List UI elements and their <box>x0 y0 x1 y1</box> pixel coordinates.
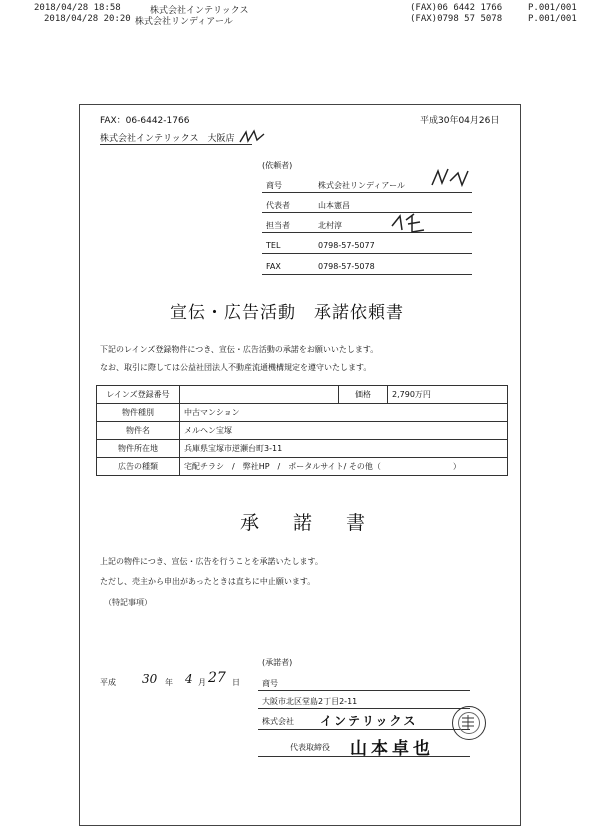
fax-header-sender-1: 株式会社インテリックス <box>150 6 249 16</box>
acceptor-address: 大阪市北区堂島2丁目2-11 <box>262 697 358 706</box>
requester-key-tel: TEL <box>266 241 281 250</box>
acceptor-line-3 <box>258 729 470 730</box>
table-row <box>97 458 508 476</box>
requester-key-trade-name: 商号 <box>266 181 282 190</box>
property-address-value: 兵庫県宝塚市逆瀬台町3-11 <box>180 440 508 458</box>
consent-line-1: 上記の物件につき、宣伝・広告を行うことを承諾いたします。 <box>100 557 323 566</box>
property-name-label: 物件名 <box>97 422 180 440</box>
recipient-fax: FAX：06-6442-1766 <box>100 116 190 126</box>
intro-line-1: 下記のレインズ登録物件につき、宣伝・広告活動の承諾をお願いいたします。 <box>100 345 379 354</box>
fax-header-page-1: P.001/001 <box>528 3 577 13</box>
sign-day: 27 <box>208 670 226 686</box>
requester-handwritten-mark <box>428 165 472 193</box>
special-notes-label: （特記事項） <box>104 598 152 607</box>
fax-header-datetime-1: 2018/04/28 18:58 <box>34 3 121 13</box>
sign-day-unit: 日 <box>232 678 240 687</box>
fax-header-page-2: P.001/001 <box>528 14 577 24</box>
requester-line-2 <box>262 212 472 213</box>
acceptor-trade-name-label: 商号 <box>262 679 278 688</box>
fax-header-datetime-2: 2018/04/28 20:20 <box>44 14 131 24</box>
acceptor-rep-name: 山本卓也 <box>350 739 434 759</box>
requester-tel: 0798-57-5077 <box>318 241 375 250</box>
ad-type-value: 宅配チラシ / 弊社HP / ポータルサイト/ その他（ ） <box>180 458 508 476</box>
fax-header-sender-2: 株式会社リンディアール <box>135 17 233 27</box>
reins-number-label: レインズ登録番号 <box>97 386 180 404</box>
property-name-value: メルヘン宝塚 <box>180 422 508 440</box>
fax-header-fax-1: (FAX)06 6442 1766 <box>410 3 503 13</box>
table-row <box>97 440 508 458</box>
recipient-company: 株式会社インテリックス 大阪店 <box>100 131 252 145</box>
ad-type-label: 広告の種類 <box>97 458 180 476</box>
price-value: 2,790万円 <box>388 386 508 404</box>
requester-key-contact: 担当者 <box>266 221 290 230</box>
requester-key-representative: 代表者 <box>266 201 290 210</box>
reins-number-value <box>180 386 339 404</box>
property-table <box>96 385 508 476</box>
sign-era: 平成 <box>100 678 116 687</box>
acceptor-line-1 <box>258 690 470 691</box>
property-type-label: 物件種別 <box>97 404 180 422</box>
acceptor-company-name: インテリックス <box>320 714 418 728</box>
document-title: 宣伝・広告活動 承諾依頼書 <box>170 303 404 323</box>
intro-line-2: なお、取引に際しては公益社団法人不動産流通機構規定を遵守いたします。 <box>100 363 372 372</box>
property-address-label: 物件所在地 <box>97 440 180 458</box>
company-seal-mark <box>452 706 484 738</box>
document-date: 平成30年04月26日 <box>420 116 500 126</box>
acceptor-rep-title: 代表取締役 <box>290 743 330 752</box>
property-type-value: 中古マンション <box>180 404 508 422</box>
requester-trade-name: 株式会社リンディアール <box>318 181 405 190</box>
acceptor-line-4 <box>258 756 470 757</box>
sign-month: 4 <box>185 672 193 686</box>
requester-label: (依頼者) <box>262 161 293 170</box>
recipient-initial-mark <box>238 128 268 146</box>
sign-year-unit: 年 <box>165 678 173 687</box>
requester-line-5 <box>262 274 472 275</box>
acceptor-line-2 <box>258 708 470 709</box>
table-row <box>97 386 508 404</box>
requester-key-fax: FAX <box>266 262 281 271</box>
table-row <box>97 422 508 440</box>
acceptor-company-prefix: 株式会社 <box>262 717 294 726</box>
requester-representative: 山本憲昌 <box>318 201 350 210</box>
sign-month-unit: 月 <box>198 678 206 687</box>
sign-year: 30 <box>142 672 158 686</box>
fax-header-fax-2: (FAX)0798 57 5078 <box>410 14 503 24</box>
requester-contact: 北村淳 <box>318 221 342 230</box>
requester-fax: 0798-57-5078 <box>318 262 375 271</box>
table-row <box>97 404 508 422</box>
requester-line-4 <box>262 253 472 254</box>
price-label: 価格 <box>339 386 388 404</box>
requester-line-3 <box>262 232 472 233</box>
consent-line-2: ただし、売主から申出があったときは直ちに中止願います。 <box>100 577 316 586</box>
contact-handwritten-mark <box>388 210 428 236</box>
consent-title: 承諾書 <box>240 512 400 534</box>
acceptor-label: (承諾者) <box>262 658 293 667</box>
